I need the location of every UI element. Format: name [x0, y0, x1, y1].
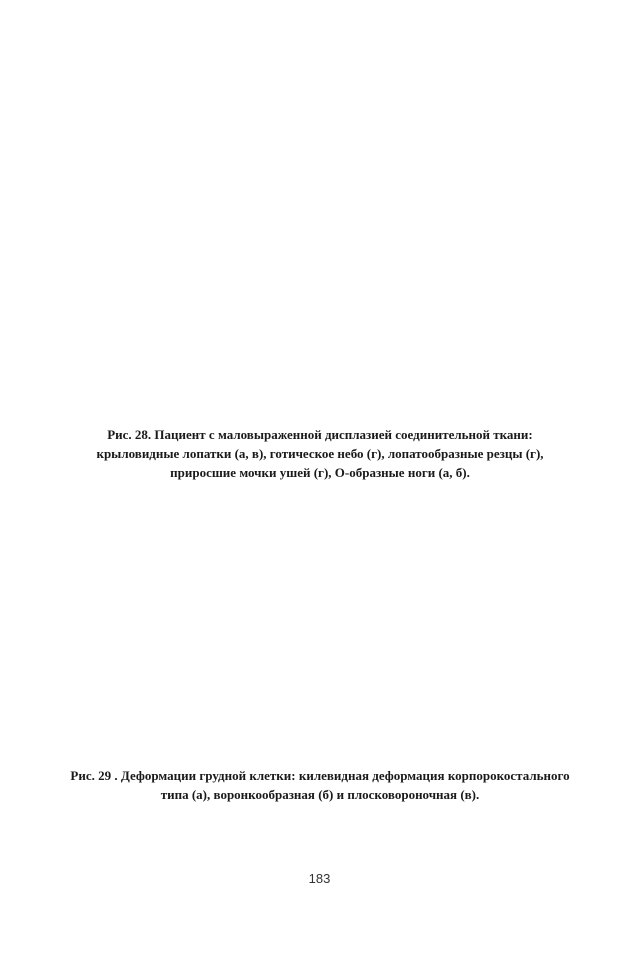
caption-line: Рис. 28. Пациент с маловыраженной дисплазией соединительной ткани:: [107, 427, 533, 442]
figure-caption-28: [40, 425, 600, 482]
caption-line: Рис. 29 . Деформации грудной клетки: килевидная деформация корпорокостального: [70, 768, 570, 783]
caption-line: типа (а), воронкообразная (б) и плосковороночная (в).: [160, 787, 480, 802]
page-number: 183: [308, 871, 331, 886]
caption-line: крыловидные лопатки (а, в), готическое небо (г), лопатообразные резцы (г),: [96, 446, 544, 461]
caption-line: приросшие мочки ушей (г), О-образные ноги (а, б).: [170, 465, 470, 480]
figure-caption-29: [40, 766, 600, 804]
